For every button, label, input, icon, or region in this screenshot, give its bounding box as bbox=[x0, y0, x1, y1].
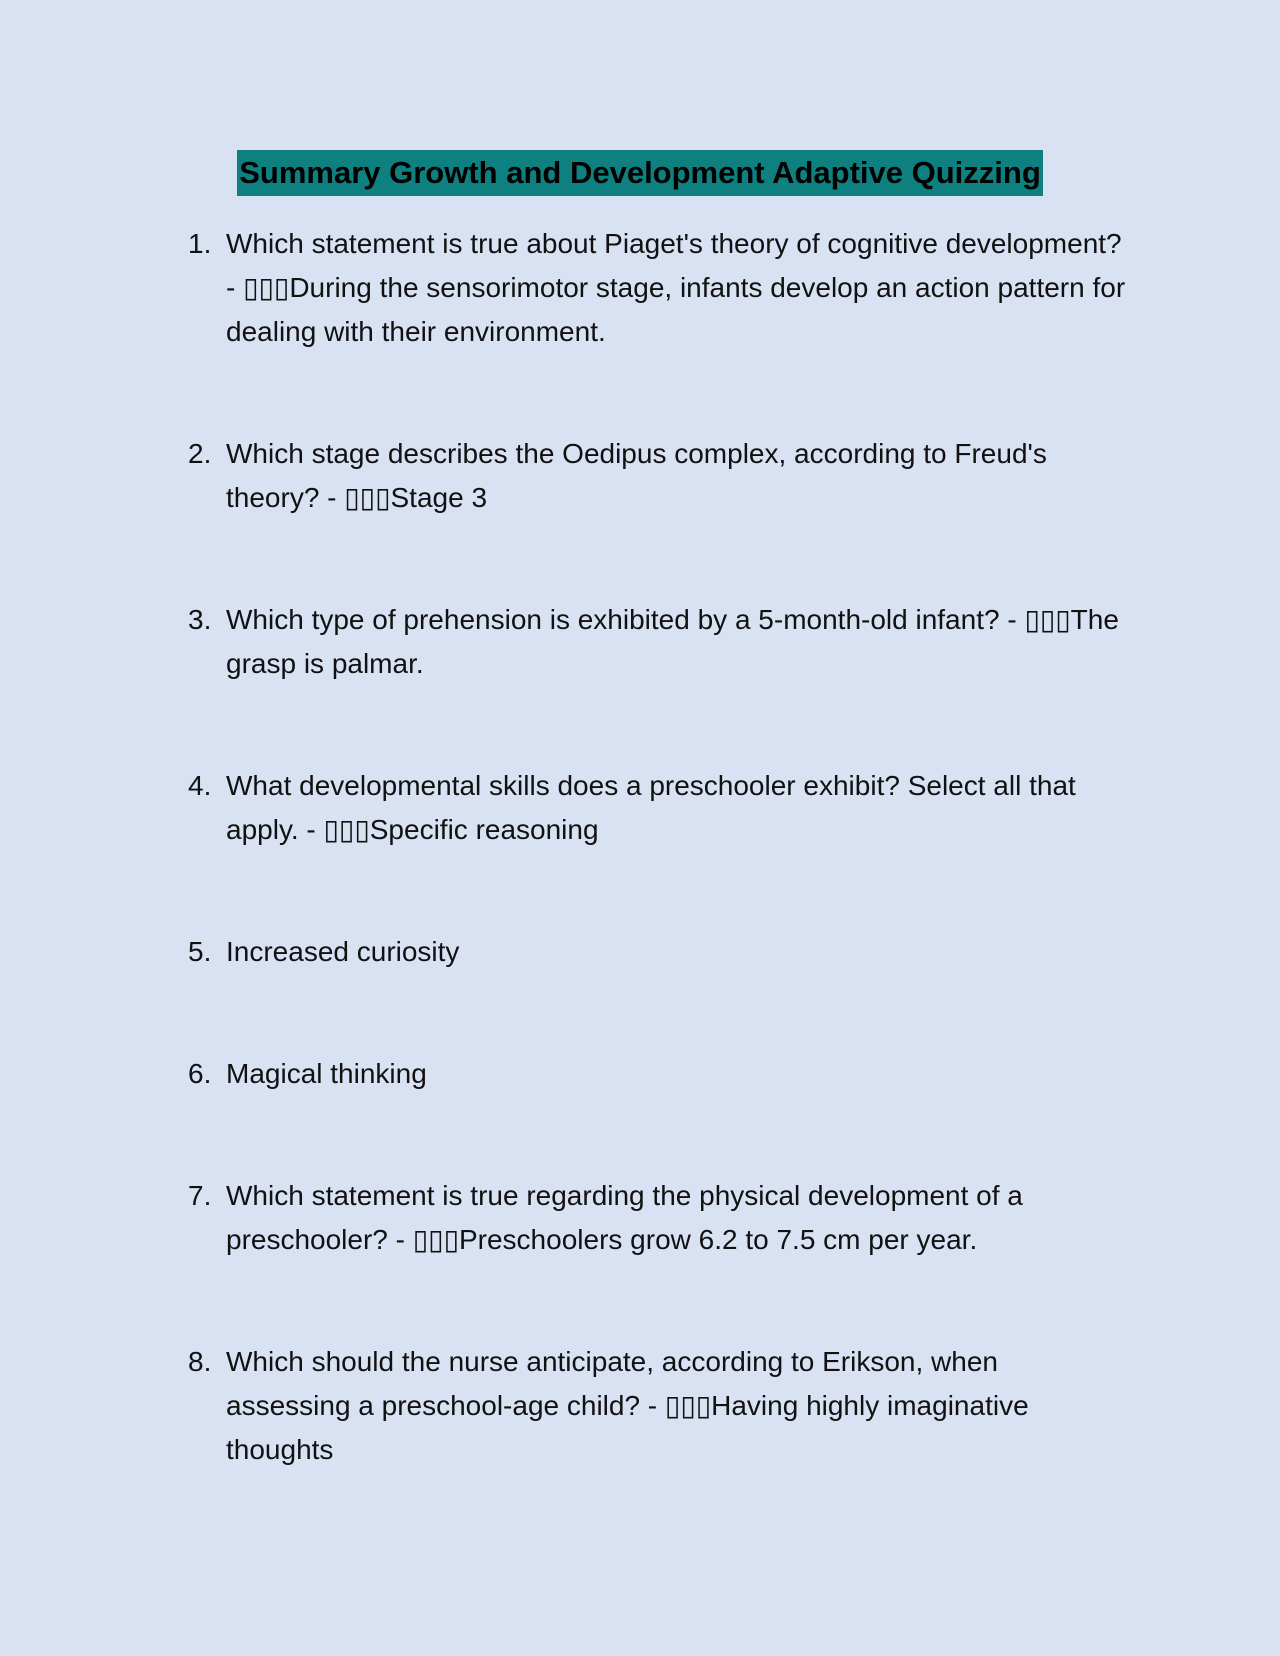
list-item bbox=[188, 764, 1128, 852]
item-number: 6. bbox=[188, 1058, 212, 1089]
item-number: 7. bbox=[188, 1180, 212, 1211]
item-text: Which statement is true about Piaget's theory of cognitive development? - ▯▯▯During the sensorimotor stage, infants develop an action pattern for dealing with their environment. bbox=[226, 228, 1126, 347]
list-item bbox=[188, 222, 1128, 354]
document-title: Summary Growth and Development Adaptive Quizzing bbox=[237, 150, 1043, 196]
item-number: 5. bbox=[188, 936, 212, 967]
item-text: Which statement is true regarding the physical development of a preschooler? - ▯▯▯Preschoolers grow 6.2 to 7.5 cm per year. bbox=[226, 1180, 1023, 1255]
item-number: 3. bbox=[188, 604, 212, 635]
item-number: 1. bbox=[188, 228, 212, 259]
item-text: Magical thinking bbox=[226, 1058, 427, 1089]
item-text: Increased curiosity bbox=[226, 936, 460, 967]
item-number: 2. bbox=[188, 438, 212, 469]
list-item bbox=[188, 432, 1128, 520]
list-item bbox=[188, 598, 1128, 686]
title-wrapper bbox=[0, 150, 1280, 196]
item-text: What developmental skills does a preschooler exhibit? Select all that apply. - ▯▯▯Specific reasoning bbox=[226, 770, 1076, 845]
list-item bbox=[188, 1340, 1128, 1472]
item-number: 4. bbox=[188, 770, 212, 801]
item-text: Which stage describes the Oedipus complex, according to Freud's theory? - ▯▯▯Stage 3 bbox=[226, 438, 1047, 513]
list-item bbox=[188, 930, 1128, 974]
item-number: 8. bbox=[188, 1346, 212, 1377]
list-item bbox=[188, 1174, 1128, 1262]
item-text: Which type of prehension is exhibited by a 5-month-old infant? - ▯▯▯The grasp is palmar. bbox=[226, 604, 1119, 679]
list-item bbox=[188, 1052, 1128, 1096]
item-text: Which should the nurse anticipate, according to Erikson, when assessing a preschool-age child? - ▯▯▯Having highly imaginative thoughts bbox=[226, 1346, 1029, 1465]
question-list bbox=[188, 222, 1128, 1550]
